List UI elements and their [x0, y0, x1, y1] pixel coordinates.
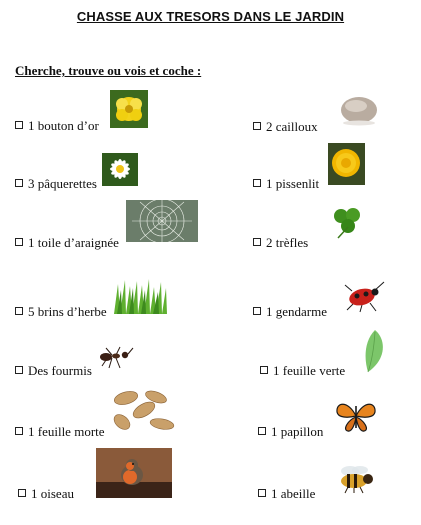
clover-icon: [330, 205, 364, 239]
item-label: 1 toile d’araignée: [28, 235, 119, 250]
dandelion-icon: [328, 143, 365, 185]
item-label: 1 pissenlit: [266, 176, 320, 191]
firebug-icon: [342, 281, 386, 313]
dead-leaves-icon: [110, 388, 180, 436]
checkbox[interactable]: [253, 238, 261, 246]
list-item-green-leaf: [260, 364, 345, 377]
item-label: 1 bouton d’or: [28, 118, 99, 133]
checkbox[interactable]: [15, 307, 23, 315]
item-label: 2 trèfles: [266, 235, 309, 250]
bee-icon: [334, 462, 376, 494]
butterfly-icon: [334, 398, 378, 434]
list-item-firebug: [253, 305, 327, 318]
checkbox[interactable]: [15, 366, 23, 374]
list-item-dead-leaf: [15, 425, 105, 438]
item-label: 1 abeille: [271, 486, 316, 501]
checkbox[interactable]: [18, 489, 26, 497]
list-item-grass: [15, 305, 107, 318]
instructions: Cherche, trouve ou vois et coche :: [15, 63, 202, 78]
item-label: 2 cailloux: [266, 119, 318, 134]
green-leaf-icon: [362, 329, 388, 373]
checkbox[interactable]: [15, 121, 23, 129]
list-item-daisy: [15, 177, 97, 190]
checkbox[interactable]: [258, 489, 266, 497]
item-label: 5 brins d’herbe: [28, 304, 107, 319]
pebble-icon: [337, 88, 381, 128]
checkbox[interactable]: [15, 179, 23, 187]
item-label: 1 papillon: [271, 424, 324, 439]
daisy-icon: [102, 153, 138, 186]
item-label: 1 feuille morte: [28, 424, 105, 439]
item-label: 1 feuille verte: [273, 363, 346, 378]
list-item-ants: [15, 364, 92, 377]
list-item-butterfly: [258, 425, 323, 438]
checkbox[interactable]: [253, 122, 261, 130]
item-label: Des fourmis: [28, 363, 92, 378]
page-title: CHASSE AUX TRESORS DANS LE JARDIN: [76, 9, 345, 24]
checkbox[interactable]: [253, 307, 261, 315]
item-label: 1 gendarme: [266, 304, 328, 319]
item-label: 1 oiseau: [31, 486, 74, 501]
checkbox[interactable]: [253, 179, 261, 187]
list-item-pebbles: [253, 120, 318, 133]
list-item-bee: [258, 487, 315, 500]
list-item-spiderweb: [15, 236, 119, 249]
spiderweb-icon: [126, 200, 198, 242]
grass-icon: [112, 278, 168, 314]
checkbox[interactable]: [15, 427, 23, 435]
list-item-buttercup: [15, 119, 99, 132]
list-item-clover: [253, 236, 308, 249]
checkbox[interactable]: [258, 427, 266, 435]
list-item-dandelion: [253, 177, 319, 190]
robin-bird-icon: [96, 448, 172, 498]
list-item-bird: [18, 487, 74, 500]
buttercup-icon: [110, 90, 148, 128]
ant-icon: [98, 342, 134, 372]
checkbox[interactable]: [260, 366, 268, 374]
item-label: 3 pâquerettes: [28, 176, 97, 191]
checkbox[interactable]: [15, 238, 23, 246]
